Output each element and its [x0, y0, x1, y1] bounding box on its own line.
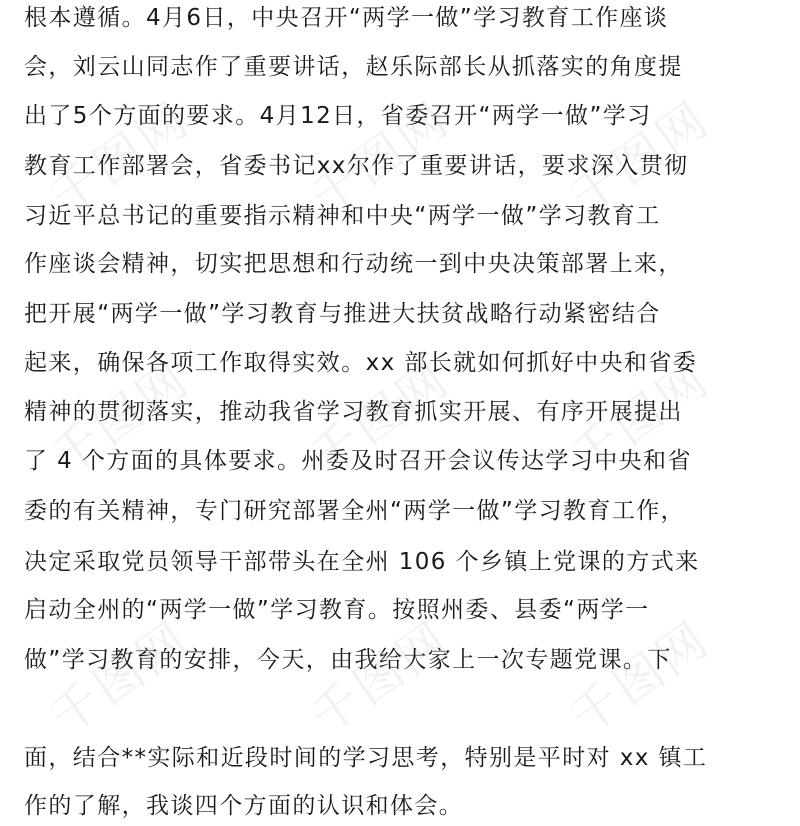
text-line: 作的了解，我谈四个方面的认识和体会。 [24, 793, 464, 819]
text-line: 委的有关精神，专门研究部署全州“两学一做”学习教育工作， [24, 498, 686, 524]
text-line: 教育工作部署会，省委书记xx尔作了重要讲话，要求深入贯彻 [24, 153, 689, 179]
text-line: 启动全州的“两学一做”学习教育。按照州委、县委“两学一 [24, 597, 650, 623]
text-line: 起来，确保各项工作取得实效。xx 部长就如何抓好中央和省委 [24, 350, 698, 376]
text-line: 习近平总书记的重要指示精神和中央“两学一做”学习教育工 [24, 203, 661, 229]
watermark: 千图网 [300, 90, 461, 226]
watermark: 千图网 [560, 350, 721, 486]
text-line: 面，结合**实际和近段时间的学习思考，特别是平时对 xx 镇工 [24, 745, 708, 771]
text-line: 作座谈会精神，切实把思想和行动统一到中央决策部署上来， [24, 251, 683, 277]
text-line: 做”学习教育的安排，今天，由我给大家上一次专题党课。下 [24, 647, 672, 673]
watermark: 千图网 [560, 90, 721, 226]
watermark: 千图网 [40, 610, 201, 746]
text-line: 出了5个方面的要求。4月12日，省委召开“两学一做”学习 [24, 103, 652, 129]
watermark: 千图网 [560, 610, 721, 746]
watermark: 千图网 [300, 610, 461, 746]
watermark: 千图网 [40, 350, 201, 486]
watermark: 千图网 [300, 350, 461, 486]
text-line: 会，刘云山同志作了重要讲话，赵乐际部长从抓落实的角度提 [24, 54, 683, 80]
text-line: 把开展“两学一做”学习教育与推进大扶贫战略行动紧密结合 [24, 301, 661, 327]
text-line: 精神的贯彻落实，推动我省学习教育抓实开展、有序开展提出 [24, 399, 683, 425]
text-line: 决定采取党员领导干部带头在全州 106 个乡镇上党课的方式来 [24, 549, 700, 575]
text-line: 了 4 个方面的具体要求。州委及时召开会议传达学习中央和省 [24, 448, 692, 474]
text-line: 根本遵循。4月6日，中央召开“两学一做”学习教育工作座谈 [24, 5, 669, 31]
watermark: 千图网 [40, 90, 201, 226]
